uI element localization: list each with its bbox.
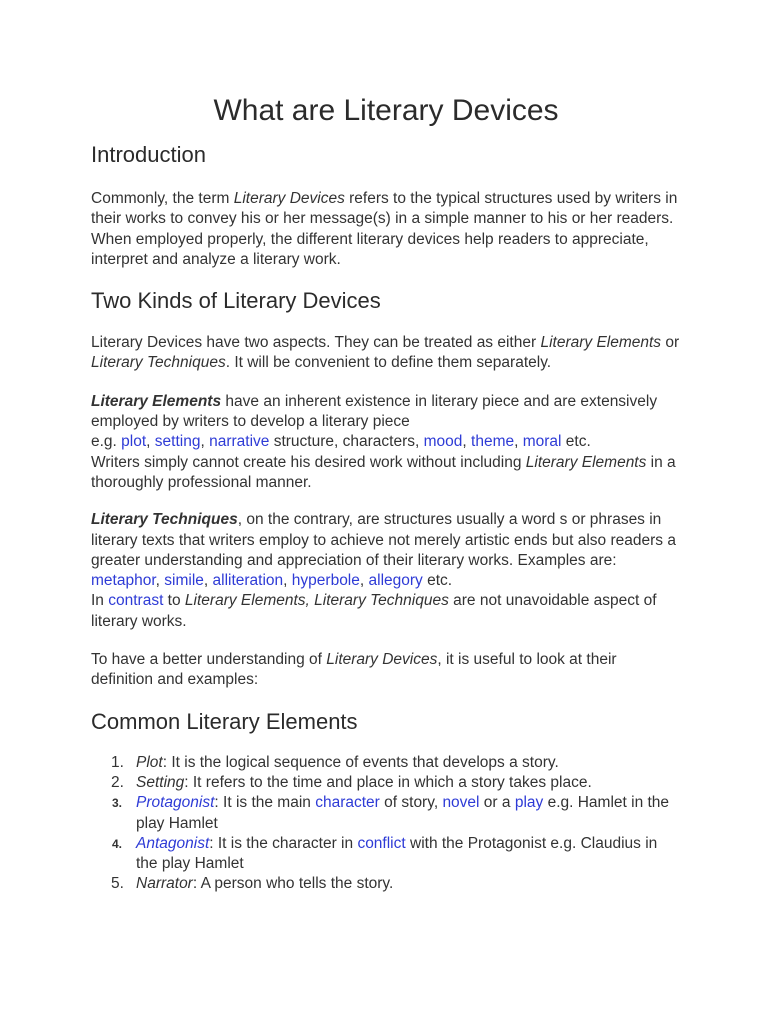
- link-antagonist[interactable]: Antagonist: [136, 834, 210, 852]
- link-theme[interactable]: theme: [471, 433, 515, 451]
- link-alliteration[interactable]: alliteration: [212, 572, 284, 590]
- page-title: What are Literary Devices: [213, 94, 559, 127]
- link-simile[interactable]: simile: [164, 572, 204, 590]
- link-allegory[interactable]: allegory: [368, 572, 423, 590]
- link-conflict[interactable]: conflict: [357, 834, 406, 852]
- common-elements-list: [91, 753, 681, 895]
- list-item: 1. Plot: It is the logical sequence of events that develops a story.: [111, 753, 559, 771]
- heading-introduction: Introduction: [91, 142, 206, 167]
- intro-paragraph: Commonly, the term Literary Devices refers to the typical structures used by writers in their works to convey his or her message(s) in a simple manner to his or her readers. When employed properly, the different literary devices help readers to appreciate, interpret and analyze a literary work.: [91, 190, 678, 268]
- link-plot[interactable]: plot: [121, 433, 147, 451]
- two-kinds-paragraph: Literary Devices have two aspects. They can be treated as either Literary Elements or Literary Techniques. It will be convenient to define them separately.: [91, 334, 680, 372]
- better-understanding-paragraph: To have a better understanding of Literary Devices, it is useful to look at their definition and examples:: [91, 651, 617, 689]
- link-protagonist[interactable]: Protagonist: [136, 794, 215, 812]
- heading-two-kinds: Two Kinds of Literary Devices: [91, 288, 381, 314]
- list-item: 3. Protagonist: It is the main character of story, novel or a play e.g. Hamlet in the play Hamlet: [112, 794, 670, 832]
- literary-techniques-paragraph: Literary Techniques, on the contrary, are structures usually a word s or phrases in literary texts that writers employ to achieve not merely artistic ends but also readers a greater understanding and appreciation of their literary works. Examples are: metaphor, simile, alliteration, hyperbole, allegory etc. In contrast to Literary Elements, Literary Techniques are not unavoidable aspect of literary works.: [91, 511, 676, 630]
- document-page: [91, 92, 681, 895]
- link-character[interactable]: character: [315, 794, 380, 812]
- link-moral[interactable]: moral: [522, 433, 562, 451]
- link-novel[interactable]: novel: [442, 794, 480, 812]
- link-setting[interactable]: setting: [154, 433, 201, 451]
- heading-common-elements: Common Literary Elements: [91, 708, 358, 734]
- link-play[interactable]: play: [514, 794, 544, 812]
- list-item: 2. Setting: It refers to the time and place in which a story takes place.: [111, 773, 592, 791]
- list-item: 5. Narrator: A person who tells the story.: [111, 875, 394, 893]
- literary-elements-paragraph: Literary Elements have an inherent existence in literary piece and are extensively employed by writers to develop a literary piece e.g. plot, setting, narrative structure, characters, mood, theme, moral etc. Writers simply cannot create his desired work without including Literary Elements in a thoroughly professional manner.: [91, 392, 676, 491]
- link-narrative[interactable]: narrative: [209, 433, 270, 451]
- link-mood[interactable]: mood: [423, 433, 463, 451]
- link-metaphor[interactable]: metaphor: [91, 572, 156, 590]
- list-item: 4. Antagonist: It is the character in conflict with the Protagonist e.g. Claudius in the play Hamlet: [112, 834, 658, 873]
- link-hyperbole[interactable]: hyperbole: [291, 572, 360, 590]
- link-contrast[interactable]: contrast: [108, 592, 164, 610]
